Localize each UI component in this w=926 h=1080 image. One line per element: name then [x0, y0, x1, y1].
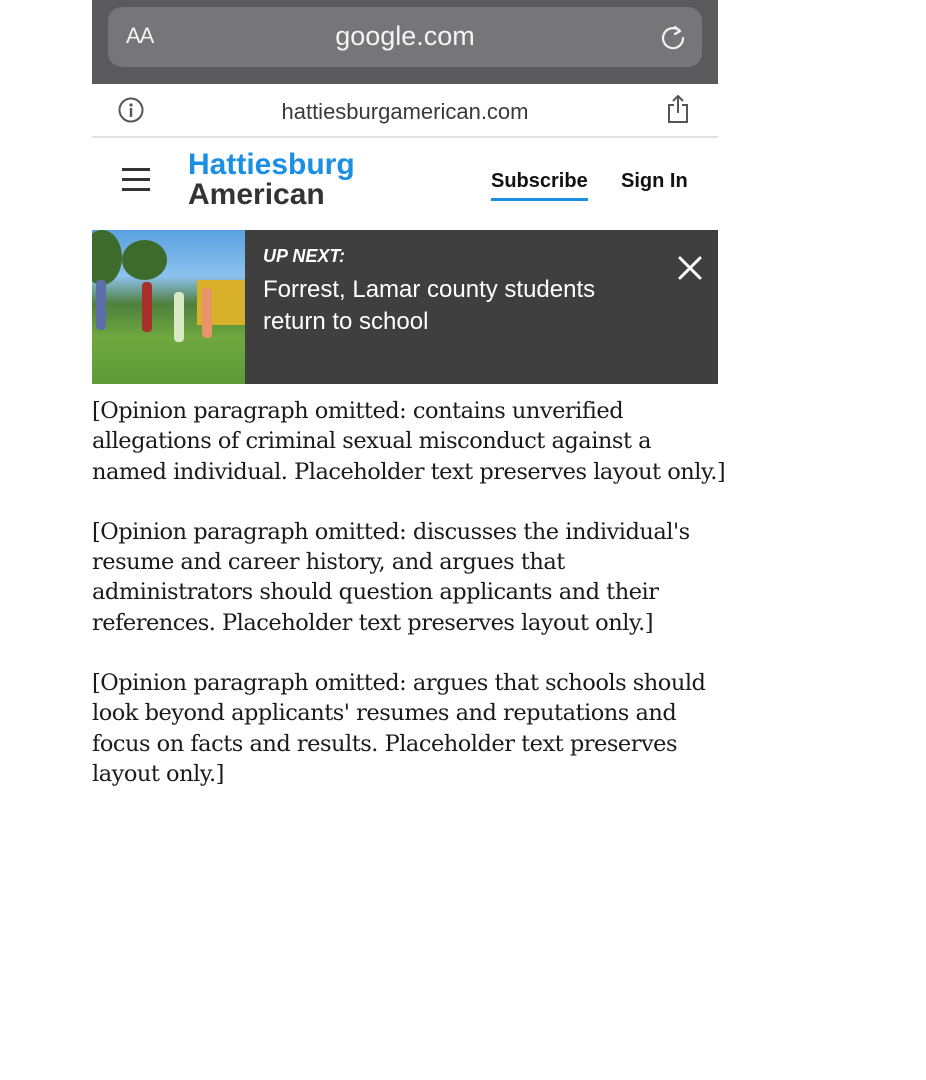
- logo-line-1: Hattiesburg: [188, 148, 355, 181]
- up-next-card[interactable]: [92, 230, 718, 384]
- site-header: [92, 140, 718, 230]
- site-info-bar: [92, 84, 718, 138]
- up-next-title[interactable]: Forrest, Lamar county students return to school: [263, 276, 596, 335]
- browser-toolbar: [92, 0, 718, 84]
- article-paragraph: [Opinion paragraph omitted: argues that schools should look beyond applicants' resumes and reputations and focus on facts and results. Placeholder text preserves layout only.]: [92, 670, 706, 787]
- text-size-label: AA: [126, 23, 154, 48]
- close-icon[interactable]: [676, 254, 704, 282]
- address-bar[interactable]: [108, 7, 702, 67]
- article-paragraph: [Opinion paragraph omitted: discusses the individual's resume and career history, and argues that administrators should question applicants and their references. Placeholder text preserves layout only.]: [92, 518, 690, 636]
- site-logo[interactable]: [188, 150, 355, 210]
- share-icon[interactable]: [666, 94, 690, 124]
- hamburger-menu-icon[interactable]: [122, 168, 150, 192]
- article-body: [92, 396, 732, 819]
- site-url[interactable]: hattiesburgamerican.com: [281, 99, 529, 124]
- up-next-label: UP NEXT:: [263, 246, 346, 266]
- subscribe-link[interactable]: Subscribe: [491, 170, 588, 201]
- sign-in-link[interactable]: Sign In: [621, 170, 688, 192]
- up-next-thumbnail: [92, 230, 245, 384]
- address-text[interactable]: google.com: [335, 21, 475, 51]
- article-paragraph: [Opinion paragraph omitted: contains unverified allegations of criminal sexual misconduct against a named individual. Placeholder text preserves layout only.]: [92, 398, 726, 485]
- logo-line-2: American: [188, 178, 325, 211]
- reload-icon[interactable]: [658, 23, 688, 53]
